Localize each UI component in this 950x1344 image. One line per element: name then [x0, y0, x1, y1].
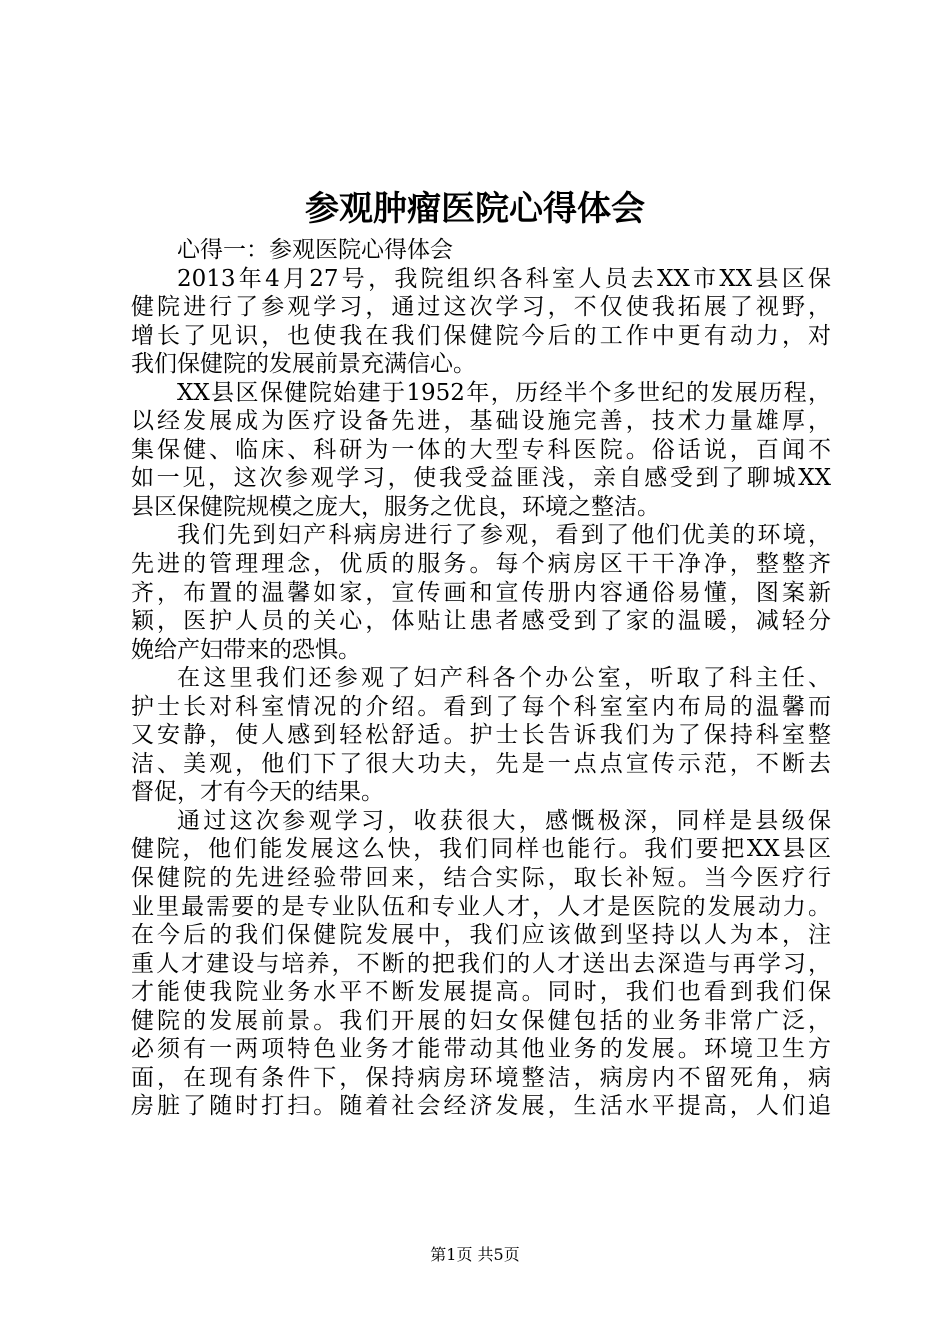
document-body [131, 236, 831, 1121]
text-line: 必须有一两项特色业务才能带动其他业务的发展。环境卫生方 [131, 1036, 831, 1063]
text-line: 护士长对科室情况的介绍。看到了每个科室室内布局的温馨而 [131, 693, 831, 720]
text-line: 娩给产妇带来的恐惧。 [131, 636, 361, 663]
text-line: 保健院的先进经验带回来，结合实际，取长补短。当今医疗行 [131, 865, 831, 892]
text-line: 通过这次参观学习，收获很大，感慨极深，同样是县级保 [177, 807, 831, 834]
text-line: 齐，布置的温馨如家，宣传画和宣传册内容通俗易懂，图案新 [131, 579, 831, 606]
text-line: 我们先到妇产科病房进行了参观，看到了他们优美的环境， [177, 522, 831, 549]
text-line: 洁、美观，他们下了很大功夫，先是一点点宣传示范，不断去 [131, 750, 831, 777]
text-line: 在今后的我们保健院发展中，我们应该做到坚持以人为本，注 [131, 922, 831, 949]
page-footer: 第1页 共5页 [430, 1245, 520, 1264]
text-line: 先进的管理理念，优质的服务。每个病房区干干净净，整整齐 [131, 551, 831, 578]
text-line: 如一见，这次参观学习，使我受益匪浅，亲自感受到了聊城XX [131, 465, 831, 492]
text-line: 健院的发展前景。我们开展的妇女保健包括的业务非常广泛， [131, 1007, 831, 1034]
text-line: 2013年4月27号，我院组织各科室人员去XX市XX县区保 [177, 265, 831, 292]
text-line: 才能使我院业务水平不断发展提高。同时，我们也看到我们保 [131, 979, 831, 1006]
text-line: 健院，他们能发展这么快，我们同样也能行。我们要把XX县区 [131, 836, 831, 863]
text-line: 以经发展成为医疗设备先进，基础设施完善，技术力量雄厚， [131, 408, 831, 435]
text-line: 业里最需要的是专业队伍和专业人才，人才是医院的发展动力。 [131, 893, 831, 920]
text-line: 县区保健院规模之庞大，服务之优良，环境之整洁。 [131, 493, 660, 520]
text-line: 增长了见识，也使我在我们保健院今后的工作中更有动力，对 [131, 322, 831, 349]
document-title: 参观肿瘤医院心得体会 [305, 189, 645, 229]
text-line: 房脏了随时打扫。随着社会经济发展，生活水平提高，人们追 [131, 1093, 831, 1120]
text-line: 颖，医护人员的关心，体贴让患者感受到了家的温暖，减轻分 [131, 608, 831, 635]
text-line: 心得一：参观医院心得体会 [177, 237, 453, 263]
text-line: 我们保健院的发展前景充满信心。 [131, 351, 476, 378]
text-line: 重人才建设与培养，不断的把我们的人才送出去深造与再学习， [131, 950, 831, 977]
text-line: 集保健、临床、科研为一体的大型专科医院。俗话说，百闻不 [131, 436, 831, 463]
text-line: 在这里我们还参观了妇产科各个办公室，听取了科主任、 [177, 665, 831, 692]
text-line: 督促，才有今天的结果。 [131, 779, 384, 806]
text-line: 又安静，使人感到轻松舒适。护士长告诉我们为了保持科室整 [131, 722, 831, 749]
text-line: 面，在现有条件下，保持病房环境整洁，病房内不留死角，病 [131, 1064, 831, 1091]
text-line: 健院进行了参观学习，通过这次学习，不仅使我拓展了视野， [131, 294, 831, 321]
text-line: XX县区保健院始建于1952年，历经半个多世纪的发展历程， [177, 379, 831, 406]
